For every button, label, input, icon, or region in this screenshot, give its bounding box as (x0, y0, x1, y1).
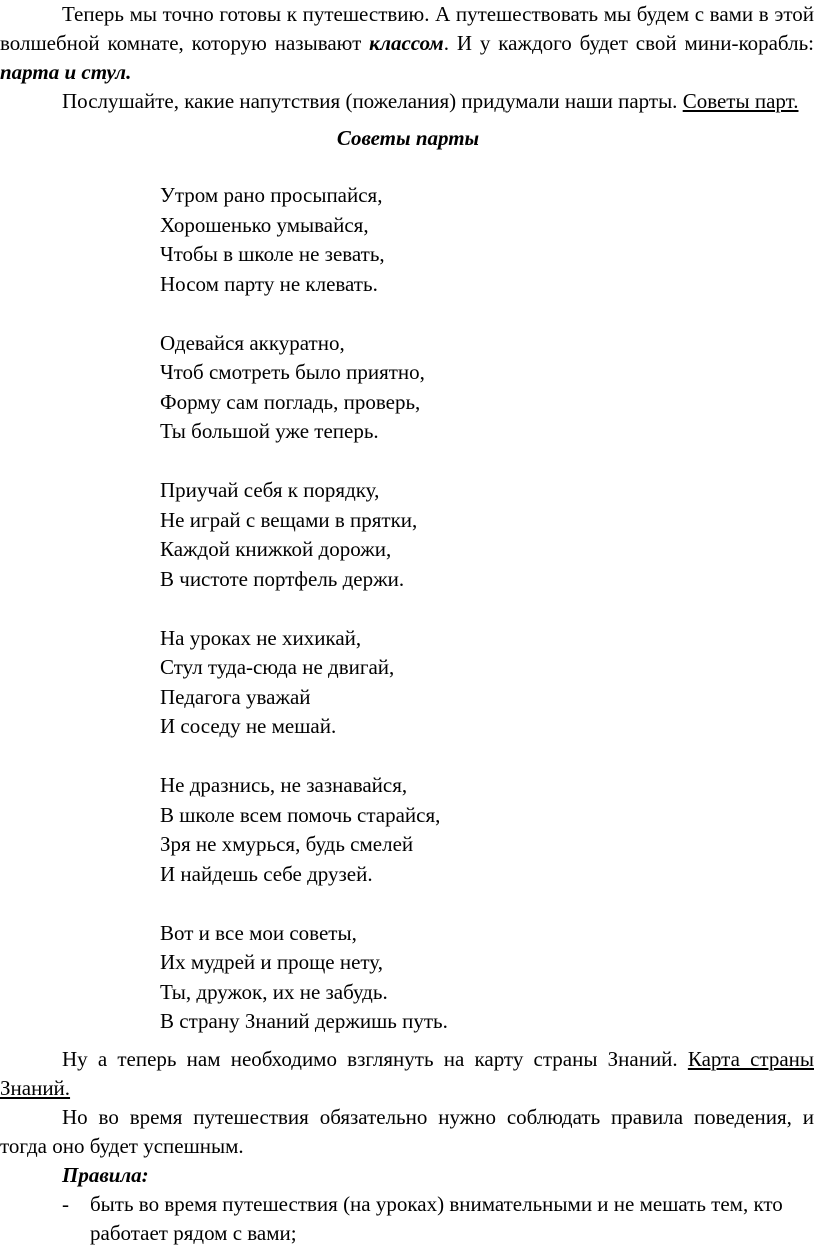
link-karta-strany-znaniy[interactable]: Карта страны Знаний. (0, 1047, 814, 1100)
poem-line: Не дразнись, не зазнавайся, (160, 773, 408, 797)
poem-line: Носом парту не клевать. (160, 271, 378, 296)
poem-title: Советы парты (336, 126, 480, 150)
poem-stanza (160, 329, 448, 447)
term-klass: классом (369, 31, 444, 55)
outro-paragraph-2: Но во время путешествия обязательно нужно соблюдать правила поведения, и тогда оно будет успешным. (0, 1105, 814, 1158)
poem-line: Утром рано просыпайся, (160, 183, 383, 207)
poem-line: И найдешь себе друзей. (160, 861, 373, 886)
intro-paragraph-1 (0, 0, 816, 87)
poem-line: Приучай себя к порядку, (160, 478, 380, 502)
poem-line: Стул туда-сюда не двигай, (160, 655, 395, 679)
poem-line: Не играй с вещами в прятки, (160, 507, 418, 532)
intro-text-1b: . И у каждого будет свой мини-корабль: (443, 31, 814, 55)
outro-paragraph-1 (0, 1045, 816, 1103)
outro-section (0, 1045, 816, 1248)
rule-item (0, 1190, 816, 1248)
poem-line: Ты большой уже теперь. (160, 419, 379, 443)
poem-line: Чтоб смотреть было приятно, (160, 360, 425, 384)
poem-line: Одевайся аккуратно, (160, 330, 345, 355)
poem-stanza (160, 181, 448, 299)
poem-line: Хорошенько умывайся, (160, 212, 369, 237)
poem-line: Вот и все мои советы, (160, 920, 357, 945)
poem-line: Каждой книжкой дорожи, (160, 537, 392, 561)
poem-stanza (160, 624, 448, 742)
poem-line: Чтобы в школе не зевать, (160, 242, 385, 266)
term-parta-i-stul: парта и стул. (0, 60, 132, 84)
rules-heading: Правила: (62, 1163, 149, 1187)
intro-section (0, 0, 816, 153)
poem-line: Их мудрей и проще нету, (160, 950, 383, 974)
outro-text-1: Ну а теперь нам необходимо взглянуть на карту страны Знаний. (62, 1047, 688, 1071)
intro-paragraph-2 (0, 87, 816, 116)
poem-line: Педагога уважай (160, 684, 311, 709)
link-sovety-part[interactable]: Советы парт. (682, 89, 799, 113)
intro-text-2: Послушайте, какие напутствия (пожелания) придумали наши парты. (62, 89, 683, 113)
rule-marker: - (62, 1192, 69, 1216)
poem-line: В страну Знаний держишь путь. (160, 1009, 448, 1033)
poem-line: Ты, дружок, их не забудь. (160, 979, 388, 1004)
poem-stanza (160, 771, 448, 889)
poem-stanza (160, 476, 448, 594)
poem-stanza (160, 919, 448, 1037)
poem-line: Форму сам погладь, проверь, (160, 389, 421, 414)
poem-line: Зря не хмурься, будь смелей (160, 832, 414, 856)
poem-line: На уроках не хихикай, (160, 625, 362, 650)
poem-line: В чистоте портфель держи. (160, 566, 405, 591)
rules-list (0, 1190, 816, 1248)
rule-text: быть во время путешествия (на уроках) внимательными и не мешать тем, кто работает рядом с вами; (90, 1192, 783, 1245)
poem-line: В школе всем помочь старайся, (160, 802, 441, 827)
poem (160, 181, 448, 1037)
intro-text-1a: Теперь мы точно готовы к путешествию. А путешествовать мы будем с вами в этой волшебной комнате, которую называют (0, 2, 814, 55)
poem-line: И соседу не мешай. (160, 714, 337, 738)
